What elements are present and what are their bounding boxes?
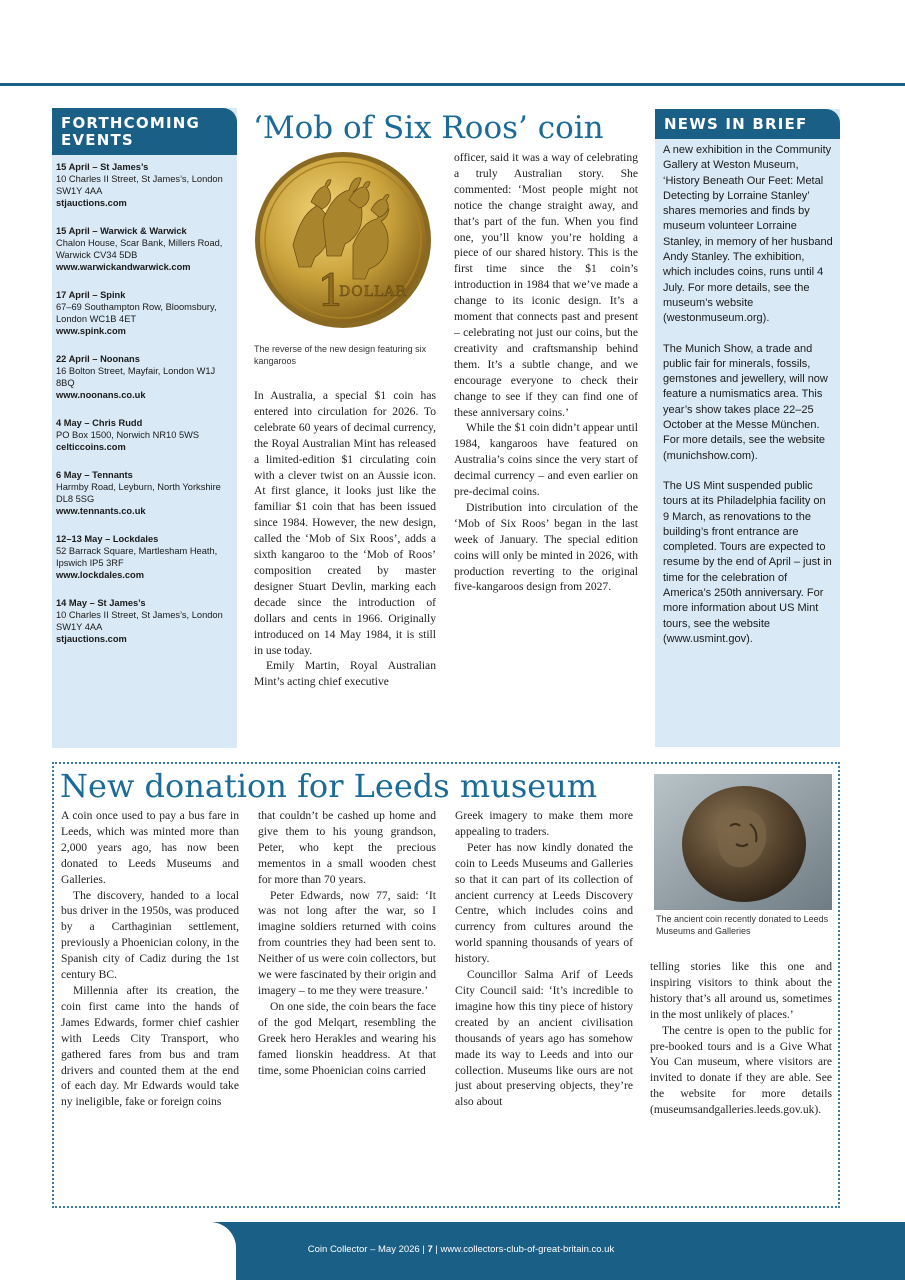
event-item	[56, 289, 229, 337]
event-address: 67–69 Southampton Row, Bloomsbury, London WC1B 4ET	[56, 302, 217, 324]
leeds-paragraph: Peter Edwards, now 77, said: ‘It was not long after the war, so I imagine soldiers returned with coins from countries they had been sent to. Neither of us were coin collectors, but we were fascinated by their origin and imagery – to me they were treasure.’	[258, 888, 436, 997]
roos-paragraph: While the $1 coin didn’t appear until 1984, kangaroos have featured on Australia’s coins since the very start of decimal currency – and even earlier on pre-decimal coins.	[454, 421, 638, 499]
roos-column-2	[454, 150, 638, 750]
event-title: 12–13 May – Lockdales	[56, 534, 159, 544]
event-address: PO Box 1500, Norwich NR10 5WS	[56, 430, 200, 440]
roos-paragraph: officer, said it was a way of celebrating a truly Australian story. She commented: ‘Most people might not notice the change straight away, and that’s part of the fun. When you find one, you’ll know you’re holding a piece of our shared history. This is the first time since the $1 coin’s introduction in 1984 that we’ve made a change to its iconic design. It’s a moment that connects past and present – celebrating not just our coins, but the creativity and craftsmanship behind them. It’s a subtle change, and we encourage everyone to check their change to see if they can find one of these anniversary coins.’	[454, 151, 638, 419]
events-heading: FORTHCOMING EVENTS	[52, 108, 237, 155]
event-item	[56, 469, 229, 517]
leeds-paragraph: that couldn’t be cashed up home and give them to his young grandson, Peter, who kept the precious mementos in a small wooden chest for more than 70 years.	[258, 809, 436, 886]
event-item	[56, 353, 229, 401]
leeds-paragraph: telling stories like this one and inspiring visitors to think about the history that’s all around us, sometimes in the most unlikely of places.’	[650, 960, 832, 1021]
event-title: 17 April – Spink	[56, 290, 126, 300]
coin-illustration	[253, 150, 433, 330]
news-in-brief-panel	[655, 109, 840, 747]
event-url[interactable]: www.warwickandwarwick.com	[56, 262, 191, 272]
leeds-column-4	[650, 959, 832, 1189]
footer-url[interactable]: | www.collectors-club-of-great-britain.co.uk	[435, 1244, 615, 1255]
leeds-article-title: New donation for Leeds museum	[60, 767, 598, 805]
news-body	[655, 139, 840, 647]
leeds-paragraph: Councillor Salma Arif of Leeds City Council said: ‘It’s incredible to imagine how this tiny piece of history created by an ancient civilisation thousands of years ago has somehow made its way to Leeds and into our collection. Museums like ours are not just about preserving objects, they’re also about	[455, 968, 633, 1109]
event-title: 6 May – Tennants	[56, 470, 133, 480]
event-item	[56, 161, 229, 209]
footer-white-tab	[0, 1222, 236, 1280]
event-url[interactable]: www.noonans.co.uk	[56, 390, 146, 400]
event-item	[56, 417, 229, 453]
coin-value: 1	[317, 266, 345, 317]
top-rule	[0, 83, 905, 86]
event-url[interactable]: stjauctions.com	[56, 198, 127, 208]
roos-article-title: ‘Mob of Six Roos’ coin	[253, 110, 604, 146]
leeds-column-2	[258, 808, 436, 1188]
leeds-paragraph: Greek imagery to make them more appealing to traders.	[455, 809, 633, 838]
events-sidebar	[52, 108, 237, 748]
event-item	[56, 597, 229, 645]
leeds-paragraph: Millennia after its creation, the coin first came into the hands of James Edwards, former chief cashier with Leeds City Transport, who gathered fares from bus and tram drivers and counted them at the end of each day. Mr Edwards would take ny ineligible, fake or foreign coins	[61, 983, 239, 1109]
events-list	[52, 155, 237, 645]
roos-column-1	[254, 388, 436, 750]
event-url[interactable]: www.lockdales.com	[56, 570, 145, 580]
event-title: 4 May – Chris Rudd	[56, 418, 143, 428]
news-item: The Munich Show, a trade and public fair for minerals, fossils, gemstones and jewellery, will now feature a numismatics area. This year’s show takes place 22–25 October at the Messe München. For more details, see the website (munichshow.com).	[663, 342, 828, 462]
news-heading: NEWS IN BRIEF	[655, 109, 840, 139]
leeds-paragraph: Peter has now kindly donated the coin to Leeds Museums and Galleries so that it can part of its collection of ancient currency at Leeds Discovery Centre, which includes coins and currency from cultures around the world spanning thousands of years of history.	[455, 840, 633, 966]
coin-dollar-label: DOLLAR	[339, 284, 407, 300]
event-url[interactable]: www.spink.com	[56, 326, 126, 336]
roos-paragraph: Distribution into circulation of the ‘Mob of Six Roos’ began in the last week of January. The special edition coins will only be minted in 2026, with production reverting to the original five-kangaroos design from 2027.	[454, 500, 638, 594]
event-address: 16 Bolton Street, Mayfair, London W1J 8BQ	[56, 366, 216, 388]
roos-paragraph: In Australia, a special $1 coin has entered into circulation for 2026. To celebrate 60 years of decimal currency, the Royal Australian Mint has released a limited-edition $1 circulating coin with a clever twist on an Aussie icon. At first glance, it looks just like the familiar $1 coin that has been issued since 1984. However, the new design, called the ‘Mob of Six Roos’, adds a sixth kangaroo to the ‘Mob of Roos’ composition created by master designer Stuart Devlin, marking each decade since the introduction of dollars and cents in 1966. Originally introduced on 14 May 1984, it is still in use today.	[254, 389, 436, 657]
leeds-column-1	[61, 808, 239, 1188]
roos-paragraph: Emily Martin, Royal Australian Mint’s acting chief executive	[254, 659, 436, 689]
event-title: 14 May – St James’s	[56, 598, 146, 608]
coin-caption: The reverse of the new design featuring six kangaroos	[254, 344, 427, 366]
event-item	[56, 533, 229, 581]
event-item	[56, 225, 229, 273]
leeds-paragraph: The centre is open to the public for pre-booked tours and is a Give What You Can museum, where visitors are invited to donate if they are able. See the website for more details (museumsandgalleries.leeds.gov.uk).	[650, 1023, 832, 1117]
event-address: Harmby Road, Leyburn, North Yorkshire DL8 5SG	[56, 482, 221, 504]
ancient-coin-illustration	[654, 774, 832, 910]
ancient-coin-photo	[654, 774, 832, 910]
leeds-paragraph: A coin once used to pay a bus fare in Leeds, which was minted more than 2,000 years ago, has now been donated to Leeds Museums and Galleries.	[61, 809, 239, 886]
event-url[interactable]: www.tennants.co.uk	[56, 506, 146, 516]
event-address: 10 Charles II Street, St James’s, London SW1Y 4AA	[56, 174, 223, 196]
leeds-paragraph: The discovery, handed to a local bus driver in the 1950s, was produced by a Carthaginian settlement, previously a Phoenician colony, in the Spanish city of Cadiz during the 1st century BC.	[61, 888, 239, 982]
news-item: A new exhibition in the Community Gallery at Weston Museum, ‘History Beneath Our Feet: Metal Detecting by Lorraine Stanley’ shares memories and finds by museum volunteer Lorraine Stanley, in memory of her husband Andy Stanley. The exhibition, which includes coins, runs until 4 July. For more details, see the museum’s website (westonmuseum.org).	[663, 144, 833, 325]
leeds-photo-caption: The ancient coin recently donated to Leeds Museums and Galleries	[656, 914, 829, 936]
leeds-paragraph: On one side, the coin bears the face of the god Melqart, resembling the Greek hero Herakles and wearing his famed lionskin headdress. At that time, some Phoenician coins carried	[258, 999, 436, 1077]
event-address: 52 Barrack Square, Martlesham Heath, Ipswich IP5 3RF	[56, 546, 218, 568]
leeds-column-3	[455, 808, 633, 1188]
footer-text	[236, 1244, 686, 1255]
event-title: 22 April – Noonans	[56, 354, 140, 364]
news-item: The US Mint suspended public tours at its Philadelphia facility on 9 March, as renovations to the building’s front entrance are completed. Tours are expected to resume by the end of April – just in time for the celebration of America’s 250th anniversary. For more information about US Mint tours, see the website (www.usmint.gov).	[663, 479, 832, 645]
event-address: Chalon House, Scar Bank, Millers Road, Warwick CV34 5DB	[56, 238, 223, 260]
footer-magazine: Coin Collector – May 2026 |	[307, 1244, 425, 1255]
event-title: 15 April – St James’s	[56, 162, 149, 172]
footer-page-number: 7	[427, 1244, 433, 1255]
event-title: 15 April – Warwick & Warwick	[56, 226, 187, 236]
event-url[interactable]: stjauctions.com	[56, 634, 127, 644]
event-address: 10 Charles II Street, St James’s, London SW1Y 4AA	[56, 610, 223, 632]
event-url[interactable]: celticcoins.com	[56, 442, 126, 452]
dollar-coin-image	[253, 150, 433, 330]
